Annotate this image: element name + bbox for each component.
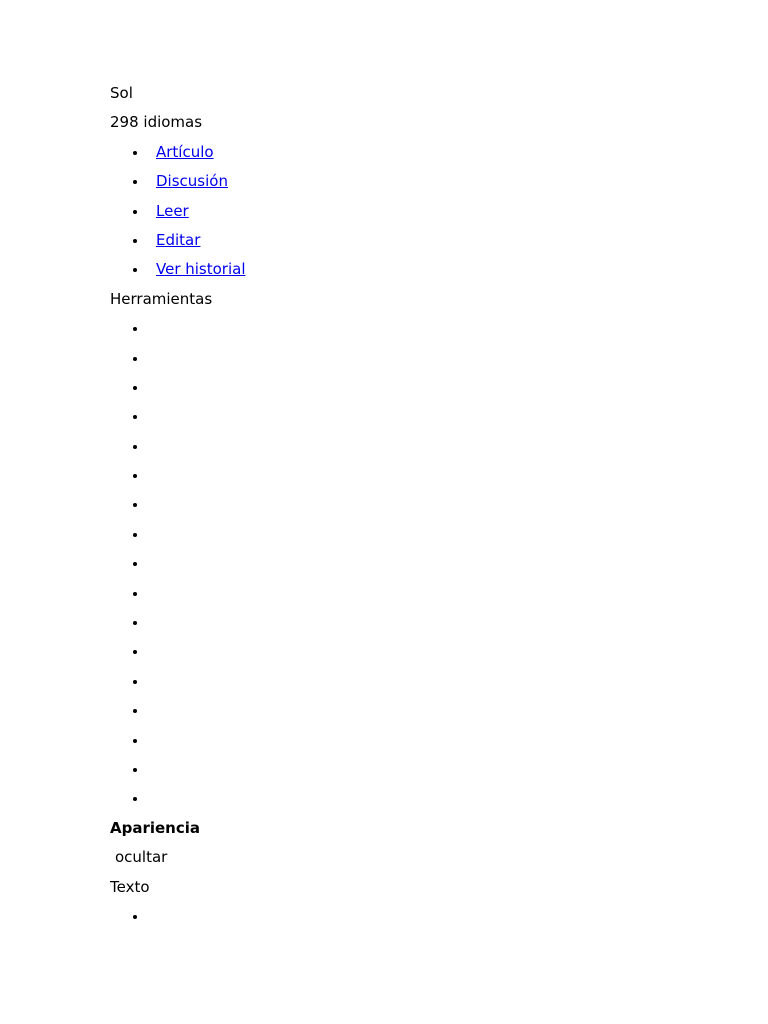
appearance-heading: Apariencia: [110, 818, 201, 837]
tools-list-item: [110, 461, 730, 490]
tab-discussion[interactable]: Discusión: [156, 172, 228, 191]
tools-list-item: [110, 314, 730, 343]
text-size-heading: Texto: [110, 877, 150, 896]
hide-appearance-button[interactable]: ocultar: [115, 848, 168, 867]
tools-list-item: [110, 784, 730, 813]
text-options-list: [110, 902, 730, 931]
page-content: [110, 79, 730, 931]
language-count-button[interactable]: 298 idiomas: [110, 113, 203, 132]
tools-list-item: [110, 402, 730, 431]
tools-list-item: [110, 549, 730, 578]
tools-list-item: [110, 490, 730, 519]
tools-list-item: [110, 344, 730, 373]
tools-list-item: [110, 637, 730, 666]
tab-read[interactable]: Leer: [156, 201, 189, 220]
view-item-article: [110, 138, 730, 167]
tools-list-item: [110, 579, 730, 608]
tools-list-item: [110, 755, 730, 784]
tab-edit[interactable]: Editar: [156, 230, 201, 249]
page-title: Sol: [110, 84, 133, 102]
view-item-read: [110, 197, 730, 226]
tools-heading[interactable]: Herramientas: [110, 289, 213, 308]
tab-view-history[interactable]: Ver historial: [156, 260, 246, 279]
tools-list-item: [110, 520, 730, 549]
tools-list-item: [110, 432, 730, 461]
tools-list: [110, 314, 730, 814]
view-item-history: [110, 255, 730, 284]
view-item-discussion: [110, 167, 730, 196]
tools-list-item: [110, 373, 730, 402]
view-item-edit: [110, 226, 730, 255]
tab-article[interactable]: Artículo: [156, 142, 214, 161]
tools-list-item: [110, 696, 730, 725]
tools-list-item: [110, 608, 730, 637]
text-option-item: [110, 902, 730, 931]
tools-list-item: [110, 667, 730, 696]
views-list: [110, 138, 730, 285]
tools-list-item: [110, 726, 730, 755]
